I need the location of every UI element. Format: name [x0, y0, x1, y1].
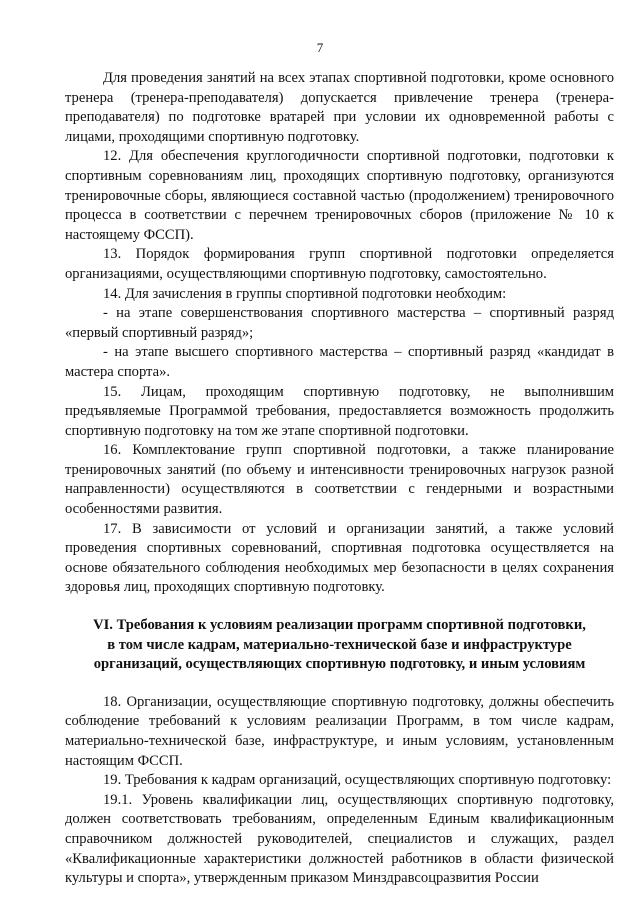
- paragraph-19-1: 19.1. Уровень квалификации лиц, осуществляющих спортивную подготовку, должен соответствовать требованиям, определенным Единым квалификационным справочником должностей руководителей, специалистов и служащих, раздел «Квалификационные характеристики должностей работников в области физической культуры и спорта», утвержденным приказом Минздравсоцразвития России: [65, 791, 614, 887]
- paragraph-intro: Для проведения занятий на всех этапах спортивной подготовки, кроме основного тренера (тренера-преподавателя) допускается привлечение тренера (тренера-преподавателя) по подготовке вратарей при условии их одновременной работы с лицами, проходящими спортивную подготовку.: [65, 70, 614, 145]
- section-heading-line: VI. Требования к условиям реализации программ спортивной подготовки,: [93, 617, 586, 634]
- paragraph-13: 13. Порядок формирования групп спортивной подготовки определяется организациями, осуществляющими спортивную подготовку, самостоятельно.: [65, 246, 614, 282]
- list-item-improvement-stage: - на этапе совершенствования спортивного мастерства – спортивный разряд «первый спортивный разряд»;: [65, 305, 614, 341]
- section-heading: [65, 616, 614, 675]
- list-item-highest-stage: - на этапе высшего спортивного мастерства – спортивный разряд «кандидат в мастера спорта».: [65, 344, 614, 380]
- paragraph-15: 15. Лицам, проходящим спортивную подготовку, не выполнившим предъявляемые Программой требования, предоставляется возможность продолжить спортивную подготовку на том же этапе спортивной подготовки.: [65, 383, 614, 439]
- section-heading-line: организаций, осуществляющих спортивную подготовку, и иным условиям: [93, 656, 586, 673]
- document-body: [65, 69, 614, 889]
- section-heading-line: в том числе кадрам, материально-технической базе и инфраструктуре: [107, 636, 572, 653]
- paragraph-17: 17. В зависимости от условий и организации занятий, а также условий проведения спортивных соревнований, спортивная подготовка осуществляется на основе обязательного соблюдения необходимых мер безопасности в целях сохранения здоровья лиц, проходящих спортивную подготовку.: [65, 520, 614, 596]
- paragraph-19: 19. Требования к кадрам организаций, осуществляющих спортивную подготовку:: [103, 772, 612, 789]
- paragraph-12: 12. Для обеспечения круглогодичности спортивной подготовки, подготовки к спортивным соревнованиям лиц, проходящих спортивную подготовку, организуются тренировочные сборы, являющиеся составной частью (продолжением) тренировочного процесса в соответствии с перечнем тренировочных сборов (приложение № 10 к настоящему ФССП).: [65, 148, 614, 243]
- paragraph-16: 16. Комплектование групп спортивной подготовки, а также планирование тренировочных занятий (по объему и интенсивности тренировочных нагрузок разной направленности) осуществляются в соответствии с гендерными и возрастными особенностями развития.: [65, 442, 614, 518]
- paragraph-18: 18. Организации, осуществляющие спортивную подготовку, должны обеспечить соблюдение требований к условиям реализации Программ, в том числе кадрам, материально-технической базе, инфраструктуре, и иным условиям, установленным настоящим ФССП.: [65, 693, 614, 769]
- page-number: 7: [316, 40, 324, 55]
- paragraph-14: 14. Для зачисления в группы спортивной подготовки необходим:: [103, 285, 507, 302]
